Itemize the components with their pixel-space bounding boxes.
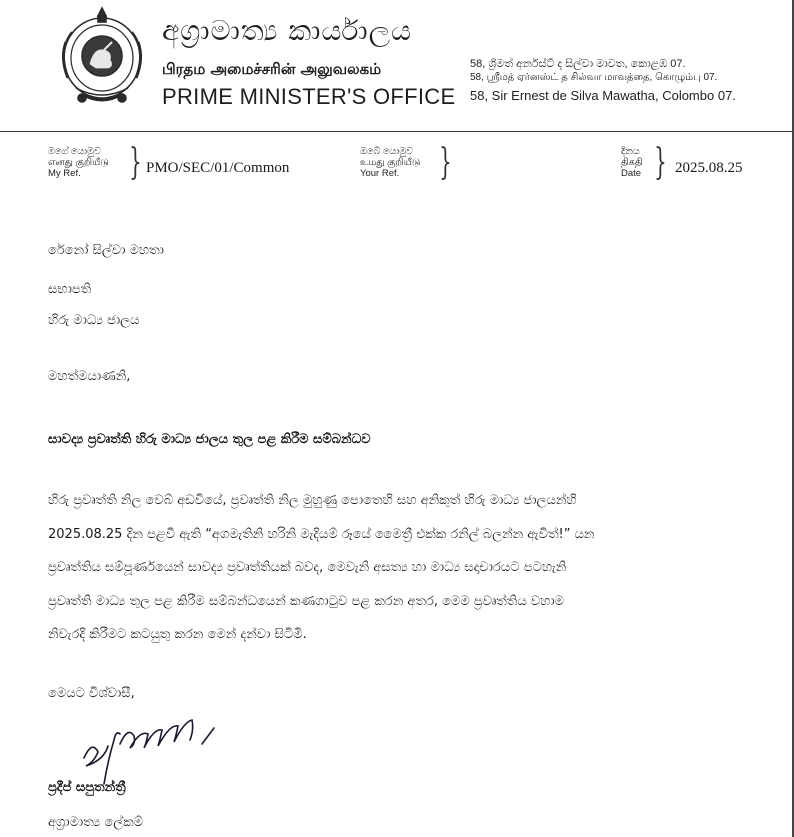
letter-body [48,484,744,652]
signatory-title: අග්‍රාමාත්‍ය ලේකම් [48,815,144,830]
address-english: 58, Sir Ernest de Silva Mawatha, Colombo 07. [470,88,736,103]
body-line: ප්‍රවෘත්තිය සම්පූර්ණයෙන් සාවද්‍ය ප්‍රවෘත්තියක් බවද, මෙවැනි අසත්‍ය හා මාධ්‍ය සදාචාරයට පටහැනි [48,560,567,575]
closing: මෙයට විශ්වාසී, [48,686,135,701]
your-ref-label: ඔබේ යොමුව உமது குறியீடு Your Ref. [360,146,421,179]
recipient-title: සභාපති [48,282,92,297]
header-divider [0,131,794,132]
date-value: 2025.08.25 [675,160,743,176]
my-ref-value: PMO/SEC/01/Common [146,160,290,176]
letter-subject: සාවද්‍ය ප්‍රවෘත්ති හිරු මාධ්‍ය ජාලය තුල පළ කිරීම සම්බන්ධව [48,432,371,447]
body-line: හිරු ප්‍රවෘත්ති නිල වෙබ් අඩවියේ, ප්‍රවෘත්ති නිල මුහුණු පොතෙහි සහ අනිකුත් හිරු මාධ්‍ය ජාලයන්හි [48,493,577,508]
date-label: දිනය திகதி Date [621,146,643,179]
recipient-name: රේනෝ සිල්වා මහතා [48,243,164,258]
my-ref-brace: } [129,142,142,183]
body-line: නිවැරදි කිරීමට කටයුතු කරන මෙන් දන්වා සිටිමි. [48,627,307,642]
signatory-name: ප්‍රදීප් සපුතන්ත්‍රී [48,780,126,795]
sri-lanka-emblem-icon [52,2,152,110]
date-brace: } [654,142,667,183]
address-tamil: 58, ஸ்ரீமத் ஏர்னஸ்ட் த சில்வா மாவத்தை, கொழும்பு 07. [470,72,718,83]
your-ref-brace: } [439,142,452,183]
recipient-organization: හිරු මාධ්‍ය ජාලය [48,313,140,328]
body-line: ප්‍රවෘත්ති මාධ්‍ය තුල පළ කිරීම සම්බන්ධයෙන් කණගාටුව පළ කරන අතර, මෙම ප්‍රවෘත්තිය වහාම [48,593,565,609]
office-name-sinhala: අග්‍රාමාත්‍ය කාර්යාලය [162,14,413,47]
body-line: 2025.08.25 දින පළවී ඇති “අගමැතිනි හරිනි මැදියම් රූයේ මෛත්‍රී එක්ක රනිල් බලන්න ඇවිත්!” යන [48,526,595,542]
office-name-english: PRIME MINISTER'S OFFICE [162,84,456,109]
my-ref-label: මගේ යොමුව எனது குறியீடு My Ref. [48,146,109,179]
office-name-tamil: பிரதம அமைச்சரின் அலுவலகம் [162,60,382,78]
salutation: මහත්මයාණනි, [48,369,131,384]
address-sinhala: 58, ශ්‍රීමත් අර්නස්ට් ද සිල්වා මාවත, කොළඹ 07. [470,58,686,70]
